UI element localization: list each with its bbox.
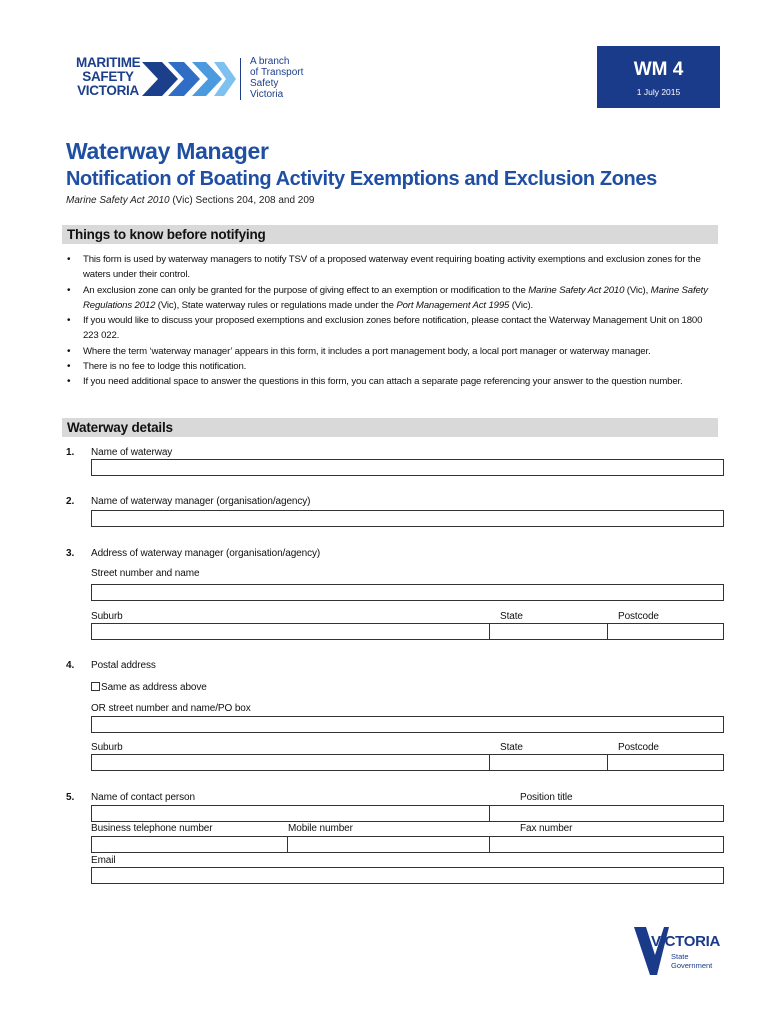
postal-postcode-field[interactable] xyxy=(607,754,724,771)
logo-line-3: VICTORIA xyxy=(77,83,139,98)
postal-suburb-field[interactable] xyxy=(91,754,490,771)
logo-line-2: SAFETY xyxy=(82,69,134,84)
waterway-manager-name-field[interactable] xyxy=(91,510,724,527)
logo-line-1: MARITIME xyxy=(76,55,141,70)
act-name: Marine Safety Act 2010 xyxy=(66,195,170,206)
manager-address-label: Address of waterway manager (organisation/agency) xyxy=(91,548,321,559)
section-heading-text: Waterway details xyxy=(67,420,173,435)
form-code-badge xyxy=(597,46,720,108)
question-number-2: 2. xyxy=(66,496,75,507)
manager-postcode-field[interactable] xyxy=(607,623,724,640)
chevron-arrows-icon xyxy=(140,59,236,99)
maritime-safety-victoria-logo xyxy=(76,55,326,105)
section-heading-waterway-details xyxy=(62,418,718,437)
section-heading-things-to-know xyxy=(62,225,718,244)
branch-line-1: A branch xyxy=(250,56,290,67)
notes-list xyxy=(66,252,718,390)
question-number-5: 5. xyxy=(66,792,75,803)
bullet-text: (Vic). xyxy=(509,299,534,311)
bullet-text: An exclusion zone can only be granted for the purpose of giving effect to an exemption or modification to the xyxy=(83,284,529,296)
waterway-name-field[interactable] xyxy=(91,459,724,476)
bullet-text: (Vic), xyxy=(624,284,651,296)
list-item: • This form is used by waterway managers to notify TSV of a proposed waterway event requiring boating activity exemptions and exclusion zones for the waters under their control. xyxy=(66,252,718,283)
same-address-option xyxy=(91,682,207,693)
position-title-label: Position title xyxy=(520,792,573,803)
same-address-checkbox[interactable] xyxy=(91,682,100,691)
branch-line-2: of Transport xyxy=(250,67,304,78)
regulation-name: Marine Safety Regulations 2012 xyxy=(83,284,708,311)
act-name: Port Management Act 1995 xyxy=(396,299,510,311)
street-label: Street number and name xyxy=(91,568,200,579)
form-date: 1 July 2015 xyxy=(636,87,681,97)
form-code: WM 4 xyxy=(633,59,684,80)
contact-person-field[interactable] xyxy=(91,805,490,822)
fax-field[interactable] xyxy=(489,836,724,853)
fax-label: Fax number xyxy=(520,823,573,834)
list-item: • If you need additional space to answer the questions in this form, you can attach a separate page referencing your answer to the question number. xyxy=(66,374,718,389)
victoria-wordmark: VICTORIA xyxy=(651,933,720,950)
suburb-label: Suburb xyxy=(91,742,123,753)
list-item: • If you would like to discuss your proposed exemptions and exclusion zones before notification, please contact the Waterway Management Unit on 1800 223 022. xyxy=(66,313,718,344)
section-heading-text: Things to know before notifying xyxy=(67,227,266,242)
question-number-4: 4. xyxy=(66,660,75,671)
page-subtitle: Notification of Boating Activity Exemptions and Exclusion Zones xyxy=(66,168,657,190)
state-label: State xyxy=(500,611,523,622)
list-item: • There is no fee to lodge this notification. xyxy=(66,359,718,374)
waterway-manager-name-label: Name of waterway manager (organisation/agency) xyxy=(91,496,311,507)
email-field[interactable] xyxy=(91,867,724,884)
postal-address-label: Postal address xyxy=(91,660,156,671)
postcode-label: Postcode xyxy=(618,611,659,622)
branch-line-4: Victoria xyxy=(250,89,284,100)
postal-state-field[interactable] xyxy=(489,754,608,771)
act-name: Marine Safety Act 2010 xyxy=(528,284,625,296)
logo-wordmark xyxy=(76,56,140,98)
act-reference xyxy=(66,195,315,206)
business-phone-label: Business telephone number xyxy=(91,823,213,834)
business-phone-field[interactable] xyxy=(91,836,288,853)
list-item xyxy=(66,283,718,314)
branch-line-3: Safety xyxy=(250,78,279,89)
government-text: Government xyxy=(671,961,713,970)
po-box-label: OR street number and name/PO box xyxy=(91,703,251,714)
state-text: State xyxy=(671,952,689,961)
waterway-name-label: Name of waterway xyxy=(91,447,173,458)
act-sections: (Vic) Sections 204, 208 and 209 xyxy=(169,195,315,206)
manager-state-field[interactable] xyxy=(489,623,608,640)
mobile-label: Mobile number xyxy=(288,823,353,834)
same-address-label: Same as address above xyxy=(101,682,207,693)
postal-street-field[interactable] xyxy=(91,716,724,733)
logo-divider xyxy=(240,58,241,100)
list-item: • Where the term ‘waterway manager’ appears in this form, it includes a port management body, a local port manager or waterway manager. xyxy=(66,344,718,359)
position-title-field[interactable] xyxy=(489,805,724,822)
question-number-1: 1. xyxy=(66,447,75,458)
manager-street-field[interactable] xyxy=(91,584,724,601)
mobile-field[interactable] xyxy=(287,836,490,853)
page-title: Waterway Manager xyxy=(66,138,269,164)
email-label: Email xyxy=(91,855,116,866)
question-number-3: 3. xyxy=(66,548,75,559)
postcode-label: Postcode xyxy=(618,742,659,753)
state-label: State xyxy=(500,742,523,753)
contact-person-label: Name of contact person xyxy=(91,792,195,803)
branch-text xyxy=(250,56,303,100)
manager-suburb-field[interactable] xyxy=(91,623,490,640)
victoria-state-government-logo xyxy=(633,925,729,977)
suburb-label: Suburb xyxy=(91,611,123,622)
bullet-text: (Vic), State waterway rules or regulations made under the xyxy=(155,299,397,311)
